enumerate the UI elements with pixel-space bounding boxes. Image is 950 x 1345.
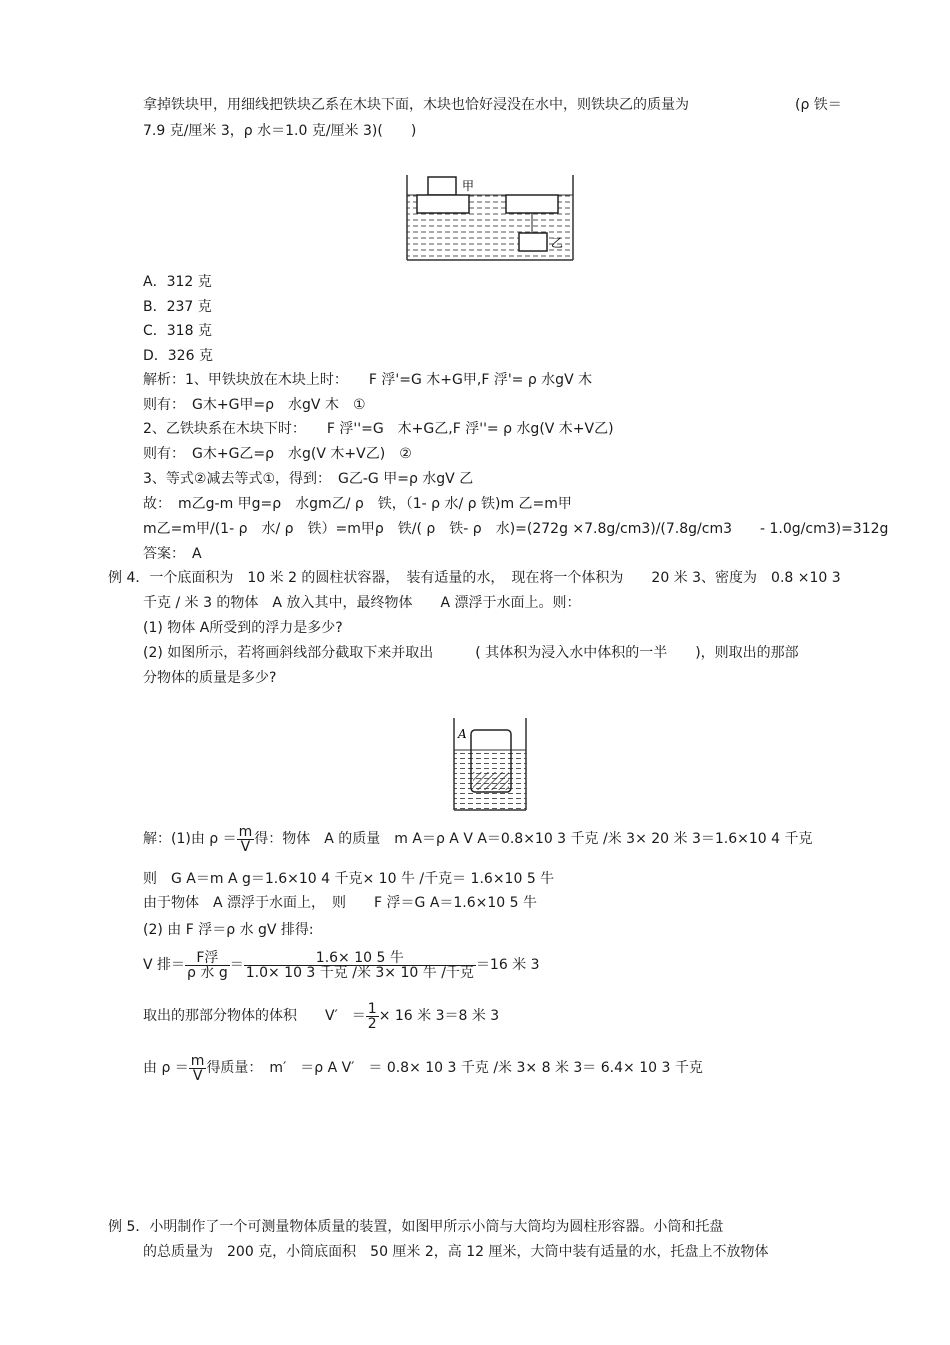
ex4-sub-question-2: (2) 如图所示，若将画斜线部分截取下来并取出 ( 其体积为浸入水中体积的一半 )，则取出的那部: [143, 645, 799, 661]
ex4-solution-line5: [143, 945, 540, 985]
option-b: B．237 克: [143, 299, 212, 315]
analysis-line: 解析：1、甲铁块放在木块上时： F 浮'=G 木+G甲,F 浮'= ρ 水gV 木: [143, 372, 593, 388]
ex4-solution-line7: [143, 1048, 703, 1088]
sol-text: ＝16 米 3: [475, 957, 540, 973]
ex3-intro-line1: 拿掉铁块甲，用细线把铁块乙系在木块下面，木块也恰好浸没在水中，则铁块乙的质量为: [143, 97, 689, 113]
sol-text: 得质量： m′ ＝ρ A V′ ＝ 0.8× 10 3 千克 /米 3× 8 米 3＝ 6.4× 10 3 千克: [206, 1060, 703, 1076]
sol-text: 取出的那部分物体的体积 V′ ＝: [143, 1008, 366, 1024]
ex3-figure: [405, 175, 575, 261]
ex4-question-line2: 千克 / 米 3 的物体 A 放入其中，最终物体 A 漂浮于水面上。则：: [143, 595, 581, 611]
sol-text: V 排＝: [143, 957, 186, 973]
option-c: C．318 克: [143, 323, 212, 339]
analysis-line: m乙=m甲/(1- ρ 水/ ρ 铁）=m甲ρ 铁/( ρ 铁- ρ 水)=(272g ×7.8g/cm3)/(7.8g/cm3 - 1.0g/cm3)=312g: [143, 521, 889, 537]
sol-text: × 16 米 3＝8 米 3: [378, 1008, 500, 1024]
ex3-intro-rho: (ρ 铁＝: [795, 97, 842, 113]
sol-text: 得：物体 A 的质量 m A＝ρ A V A＝0.8×10 3 千克 /米 3× 20 米 3＝1.6×10 4 千克: [254, 831, 813, 847]
ex4-solution-line3: 由于物体 A 漂浮于水面上， 则 F 浮＝G A＝1.6×10 5 牛: [143, 895, 538, 911]
fraction-numeric: $\frac{\text{1.6× 10 5 牛}}{\text{1.0× 10 3 千克 /米 3× 10 牛 /千克}}$: [245, 949, 474, 981]
ex4-solution-line2: 则 G A＝m A g＝1.6×10 4 千克× 10 牛 /千克＝ 1.6×10 5 牛: [143, 871, 555, 887]
fraction-f-over-rhog: $\frac{\text{F浮}}{\text{ρ 水 g}}$: [187, 949, 228, 981]
fraction-one-half: $\frac{1}{2}$: [367, 1000, 377, 1032]
sol-text: 由 ρ ＝: [143, 1060, 189, 1076]
ex4-solution-line1: [143, 824, 813, 854]
sol-text: 解：(1)由 ρ ＝: [143, 831, 237, 847]
analysis-line: 则有： G木+G乙=ρ 水g(V 木+V乙) ②: [143, 446, 412, 462]
label-yi: 乙: [551, 236, 564, 250]
ex4-sub-question-1: (1) 物体 A所受到的浮力是多少?: [143, 620, 343, 636]
sol-text: ＝: [229, 957, 244, 973]
analysis-line: 则有： G木+G甲=ρ 水gV 木 ①: [143, 397, 366, 413]
ex3-intro-line2: 7.9 克/厘米 3，ρ 水＝1.0 克/厘米 3)( ): [143, 123, 417, 139]
analysis-line: 3、等式②减去等式①，得到： G乙-G 甲=ρ 水gV 乙: [143, 471, 474, 487]
ex5-line1: 例 5．小明制作了一个可测量物体质量的装置，如图甲所示小筒与大筒均为圆柱形容器。小筒和托盘: [108, 1219, 724, 1235]
label-a: A: [458, 727, 467, 741]
analysis-line: 2、乙铁块系在木块下时： F 浮''=G 木+G乙,F 浮''= ρ 水g(V 木+V乙): [143, 421, 614, 437]
label-jia: 甲: [462, 179, 475, 193]
option-a: A．312 克: [143, 274, 212, 290]
analysis-line: 故： m乙g-m 甲g=ρ 水gm乙/ ρ 铁，（1- ρ 水/ ρ 铁)m 乙=m甲: [143, 496, 572, 512]
ex4-sub-question-2b: 分物体的质量是多少?: [143, 670, 277, 686]
ex3-answer: 答案： A: [143, 546, 202, 562]
ex4-solution-line6: [143, 996, 499, 1036]
ex4-solution-line4: (2) 由 F 浮＝ρ 水 gV 排得:: [143, 922, 314, 938]
ex4-figure: [452, 716, 528, 812]
option-d: D．326 克: [143, 348, 213, 364]
fraction-m-over-v: $\frac{m}{V}$: [190, 1052, 205, 1084]
fraction-m-over-v: $\frac{m}{V}$: [238, 823, 253, 855]
ex4-question-line1: 例 4．一个底面积为 10 米 2 的圆柱状容器， 装有适量的水， 现在将一个体积为 20 米 3、密度为 0.8 ×10 3: [108, 570, 841, 586]
ex5-line2: 的总质量为 200 克，小筒底面积 50 厘米 2，高 12 厘米，大筒中装有适量的水，托盘上不放物体: [143, 1244, 769, 1260]
